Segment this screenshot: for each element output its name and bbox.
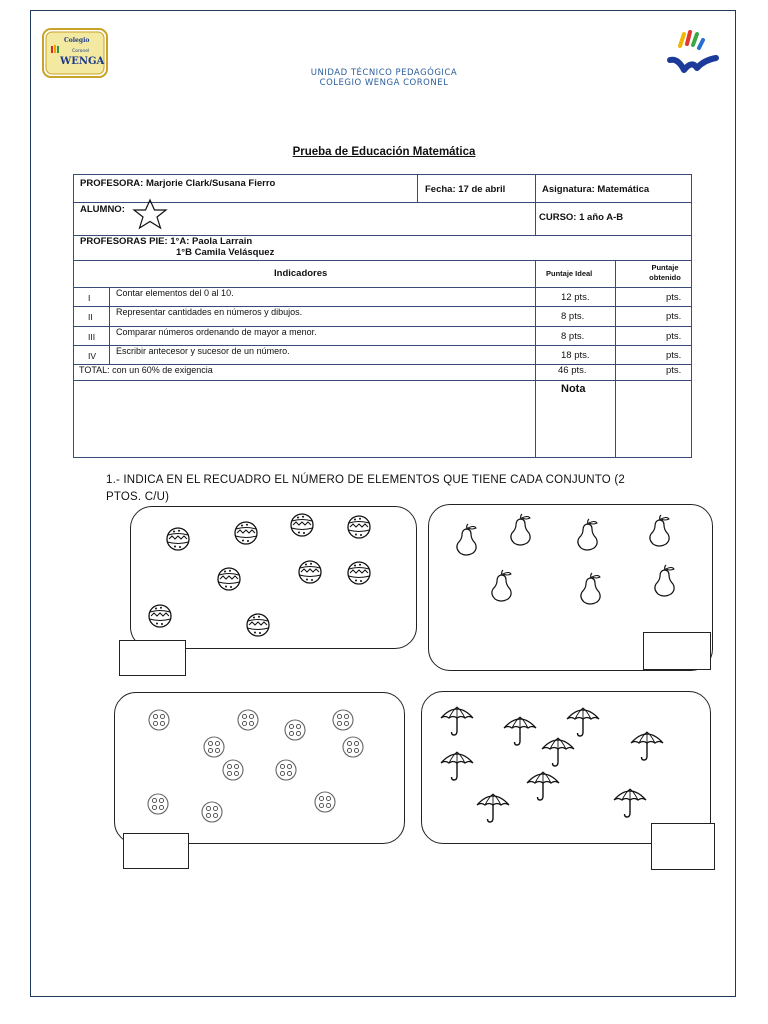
student-name-field[interactable]: ALUMNO: <box>80 204 125 215</box>
answer-box-umbrellas[interactable] <box>651 823 715 870</box>
pear-icon <box>650 565 678 598</box>
svg-text:Coronel: Coronel <box>72 49 90 54</box>
obtained-score[interactable]: pts. <box>666 292 682 303</box>
answer-box-pears[interactable] <box>643 632 711 670</box>
umbrella-icon <box>612 786 648 819</box>
answer-box-buttons[interactable] <box>123 833 189 869</box>
ball-icon <box>347 561 371 585</box>
umbrella-icon <box>525 769 561 802</box>
ball-icon <box>234 521 258 545</box>
ball-icon <box>217 567 241 591</box>
total-ideal: 46 pts. <box>558 365 587 376</box>
button-icon <box>222 759 244 781</box>
pear-icon <box>645 515 673 548</box>
indicator-text: Comparar números ordenando de mayor a menor. <box>116 327 317 337</box>
ideal-score-header: Puntaje Ideal <box>546 269 593 278</box>
course-field: CURSO: 1 año A-B <box>539 212 624 223</box>
ideal-score: 12 pts. <box>561 292 590 303</box>
header-line-1: UNIDAD TÉCNICO PEDAGÓGICA <box>310 68 458 78</box>
umbrella-icon <box>439 704 475 737</box>
ideal-score: 8 pts. <box>561 331 585 342</box>
evaluation-table <box>73 174 692 458</box>
ball-icon <box>148 604 172 628</box>
ball-icon <box>246 613 270 637</box>
subject-field: Asignatura: Matemática <box>542 184 650 195</box>
total-obtained[interactable]: pts. <box>666 365 682 376</box>
date-field: Fecha: 17 de abril <box>425 184 506 195</box>
svg-text:Colegio: Colegio <box>64 37 90 44</box>
umbrella-icon <box>540 735 576 768</box>
indicator-text: Contar elementos del 0 al 10. <box>116 288 234 298</box>
button-icon <box>284 719 306 741</box>
pear-icon <box>487 570 515 603</box>
button-icon <box>332 709 354 731</box>
indicator-text: Representar cantidades en números y dibujos. <box>116 307 303 317</box>
indicator-number: III <box>88 332 96 342</box>
indicator-text: Escribir antecesor y sucesor de un número. <box>116 346 290 356</box>
grade-label: Nota <box>561 383 586 395</box>
indicator-number: IV <box>88 351 97 361</box>
ideal-score: 8 pts. <box>561 311 585 322</box>
indicators-header: Indicadores <box>274 268 328 279</box>
pear-icon <box>576 573 604 606</box>
teacher-field: PROFESORA: Marjorie Clark/Susana Fierro <box>80 178 276 189</box>
obtained-score[interactable]: pts. <box>666 311 682 322</box>
button-icon <box>237 709 259 731</box>
button-icon <box>314 791 336 813</box>
pear-icon <box>573 519 601 552</box>
ball-icon <box>290 513 314 537</box>
ball-icon <box>166 527 190 551</box>
indicator-number: I <box>88 293 91 303</box>
button-icon <box>201 801 223 823</box>
ball-icon <box>298 560 322 584</box>
pear-icon <box>452 524 480 557</box>
question-1 <box>106 472 666 506</box>
pie-teachers-line-2: 1°B Camila Velásquez <box>176 247 275 258</box>
obtained-score-header-1: Puntaje <box>651 263 679 272</box>
answer-box-balls[interactable] <box>119 640 186 676</box>
button-icon <box>342 736 364 758</box>
umbrella-icon <box>502 714 538 747</box>
star-icon <box>130 199 170 229</box>
indicator-number: II <box>88 312 93 322</box>
header-line-2: COLEGIO WENGA CORONEL <box>319 78 449 88</box>
total-label: TOTAL: con un 60% de exigencia <box>79 365 213 375</box>
pear-icon <box>506 514 534 547</box>
umbrella-icon <box>629 729 665 762</box>
pie-teachers-line-1: PROFESORAS PIE: 1°A: Paola Larrain <box>80 236 253 247</box>
obtained-score[interactable]: pts. <box>666 331 682 342</box>
ball-icon <box>347 515 371 539</box>
button-icon <box>147 793 169 815</box>
question-1-line-2: PTOS. C/U) <box>106 491 170 503</box>
test-title: Prueba de Educación Matemática <box>292 146 476 158</box>
svg-text:WENGA: WENGA <box>60 56 105 67</box>
button-icon <box>148 709 170 731</box>
umbrella-icon <box>475 791 511 824</box>
button-icon <box>275 759 297 781</box>
ideal-score: 18 pts. <box>561 350 590 361</box>
question-1-line-1: 1.- INDICA EN EL RECUADRO EL NÚMERO DE ELEMENTOS QUE TIENE CADA CONJUNTO (2 <box>106 474 625 486</box>
button-icon <box>203 736 225 758</box>
obtained-score-header-2: obtenido <box>649 273 681 282</box>
umbrella-icon <box>565 705 601 738</box>
obtained-score[interactable]: pts. <box>666 350 682 361</box>
umbrella-icon <box>439 749 475 782</box>
